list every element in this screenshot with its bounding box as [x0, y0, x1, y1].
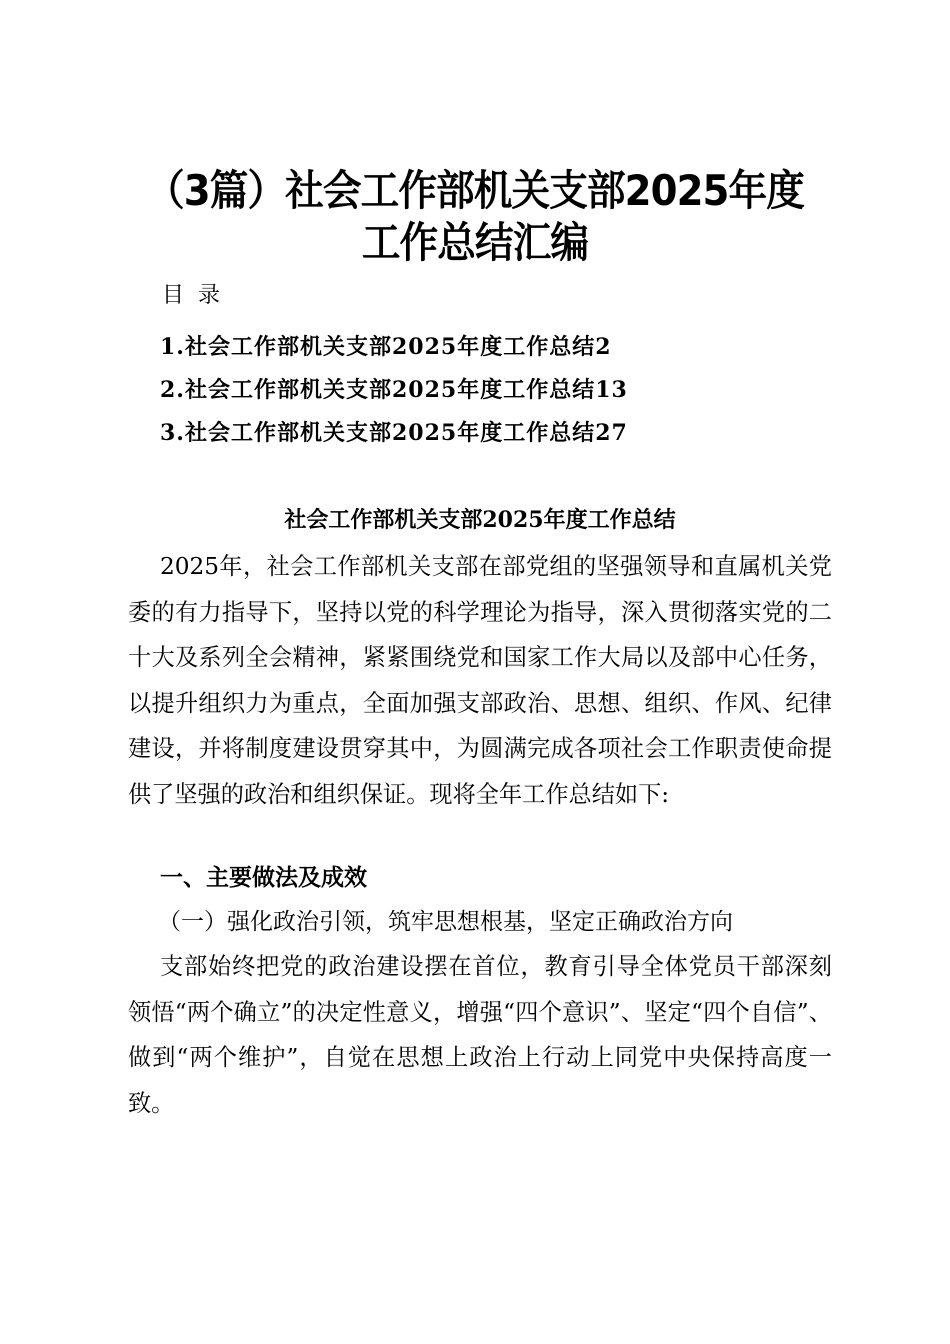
subsection-heading: （一）强化政治引领，筑牢思想根基，坚定正确政治方向 [158, 909, 733, 935]
toc-item-label: 2.社会工作部机关支部2025年度工作总结 [160, 377, 596, 403]
toc-heading: 目录 [162, 283, 235, 308]
toc-item[interactable] [160, 412, 628, 455]
toc-item-page: 27 [595, 420, 628, 446]
toc-item-label: 1.社会工作部机关支部2025年度工作总结 [160, 334, 596, 360]
toc-item-page: 13 [595, 377, 628, 403]
toc-item[interactable] [160, 369, 628, 412]
body-paragraph: 支部始终把党的政治建设摆在首位，教育引导全体党员干部深刻领悟“两个确立”的决定性意义，增强“四个意识”、坚定“四个自信”、做到“两个维护”，自觉在思想上政治上行动上同党中央保持高度一致。 [128, 953, 832, 1117]
document-title-text: （3篇）社会工作部机关支部2025年度工作总结汇编 [146, 166, 804, 267]
toc-item-page: 2 [595, 334, 612, 360]
table-of-contents [160, 326, 628, 455]
toc-item-label: 3.社会工作部机关支部2025年度工作总结 [160, 420, 596, 446]
section-title: 社会工作部机关支部2025年度工作总结 [284, 507, 676, 533]
intro-paragraph: 2025年，社会工作部机关支部在部党组的坚强领导和直属机关党委的有力指导下，坚持以党的科学理论为指导，深入贯彻落实党的二十大及系列全会精神，紧紧围绕党和国家工作大局以及部中心任务，以提升组织力为重点，全面加强支部政治、思想、组织、作风、纪律建设，并将制度建设贯穿其中，为圆满完成各项社会工作职责使命提供了坚强的政治和组织保证。现将全年工作总结如下: [128, 553, 832, 808]
toc-item[interactable] [160, 326, 628, 369]
document-title [130, 165, 820, 269]
section-heading-1: 一、主要做法及成效 [160, 865, 367, 891]
